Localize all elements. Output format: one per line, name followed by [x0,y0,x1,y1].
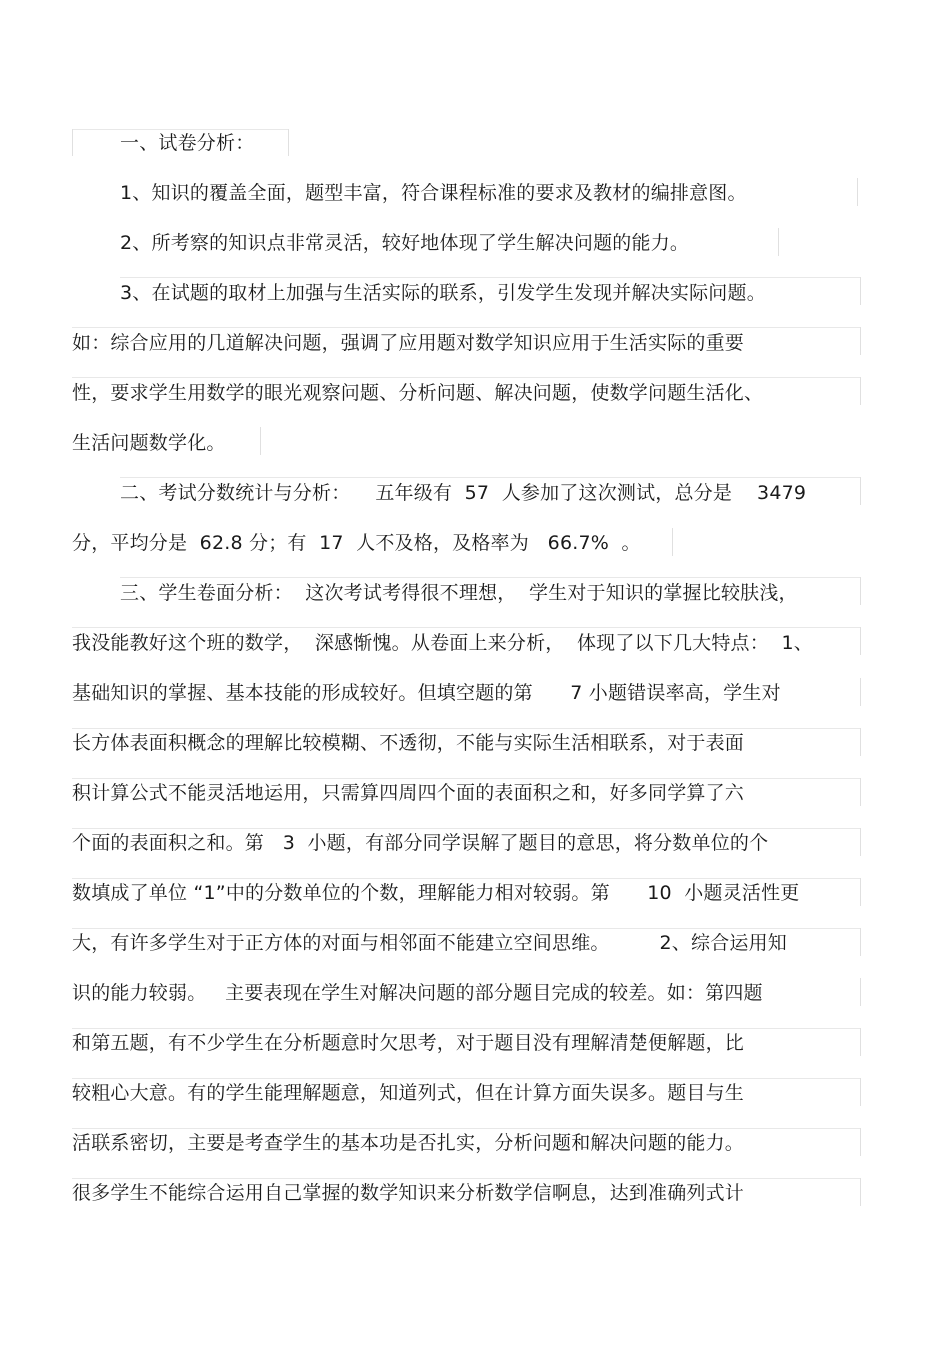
rule [120,277,860,278]
rule [72,1178,860,1179]
rule [72,129,73,156]
section-heading: 一、试卷分析： [120,132,255,154]
paragraph-line: 我没能教好这个班的数学， 深感惭愧。从卷面上来分析， 体现了以下几大特点： 1、 [72,632,813,654]
paragraph-line: 个面的表面积之和。第 3 小题，有部分同学误解了题目的意思，将分数单位的个 [72,832,769,854]
rule [857,178,858,206]
paragraph-line: 如：综合应用的几道解决问题，强调了应用题对数学知识应用于生活实际的重要 [72,332,745,354]
rule [860,277,861,305]
paragraph-line: 较粗心大意。有的学生能理解题意，知道列式，但在计算方面失误多。题目与生 [72,1082,745,1104]
section-heading: 二、考试分数统计与分析： 五年级有 57 人参加了这次测试，总分是 3479 [120,482,807,504]
rule [72,1128,860,1129]
rule [860,1028,861,1056]
paragraph-line: 生活问题数学化。 [72,432,226,454]
rule [860,327,861,355]
rule [778,228,779,256]
rule [72,928,860,929]
section-heading: 三、学生卷面分析： 这次考试考得很不理想， 学生对于知识的掌握比较肤浅， [120,582,798,604]
rule [72,728,860,729]
paragraph-line: 活联系密切，主要是考查学生的基本功是否扎实，分析问题和解决问题的能力。 [72,1132,745,1154]
rule [860,1128,861,1156]
rule [860,627,861,655]
rule [860,678,861,706]
rule [72,1028,860,1029]
rule [72,377,860,378]
rule [860,1178,861,1206]
paragraph-line: 很多学生不能综合运用自己掌握的数学知识来分析数学信啊息，达到准确列式计 [72,1182,745,1204]
rule [860,878,861,906]
rule [72,327,860,328]
rule [72,627,860,628]
paragraph-line: 性，要求学生用数学的眼光观察问题、分析问题、解决问题，使数学问题生活化、 [72,382,764,404]
paragraph-line: 分，平均分是 62.8 分；有 17 人不及格，及格率为 66.7% 。 [72,532,641,554]
rule [120,477,860,478]
paragraph-line: 积计算公式不能灵活地运用，只需算四周四个面的表面积之和，好多同学算了六 [72,782,745,804]
paragraph-line: 识的能力较弱。 主要表现在学生对解决问题的部分题目完成的较差。如：第四题 [72,982,763,1004]
paragraph-line: 基础知识的掌握、基本技能的形成较好。但填空题的第 7 小题错误率高，学生对 [72,682,781,704]
rule [120,577,860,578]
paragraph-line: 长方体表面积概念的理解比较模糊、不透彻，不能与实际生活相联系，对于表面 [72,732,745,754]
rule [72,1078,860,1079]
rule [860,377,861,405]
paragraph-line: 3、在试题的取材上加强与生活实际的联系，引发学生发现并解决实际问题。 [120,282,766,304]
paragraph-line: 大，有许多学生对于正方体的对面与相邻面不能建立空间思维。 2、综合运用知 [72,932,788,954]
rule [72,778,860,779]
paragraph-line: 1、知识的覆盖全面，题型丰富，符合课程标准的要求及教材的编排意图。 [120,182,747,204]
rule [860,828,861,856]
paragraph-line: 数填成了单位 “1”中的分数单位的个数，理解能力相对较弱。第 10 小题灵活性更 [72,882,800,904]
rule [860,928,861,956]
rule [860,728,861,756]
rule [860,1078,861,1106]
rule [260,427,261,455]
rule [860,778,861,806]
rule [288,129,289,156]
rule [860,978,861,1006]
paragraph-line: 和第五题，有不少学生在分析题意时欠思考，对于题目没有理解清楚便解题，比 [72,1032,745,1054]
rule [860,577,861,605]
rule [72,828,860,829]
paragraph-line: 2、所考察的知识点非常灵活，较好地体现了学生解决问题的能力。 [120,232,690,254]
rule [860,477,861,505]
rule [672,528,673,556]
rule [72,878,860,879]
